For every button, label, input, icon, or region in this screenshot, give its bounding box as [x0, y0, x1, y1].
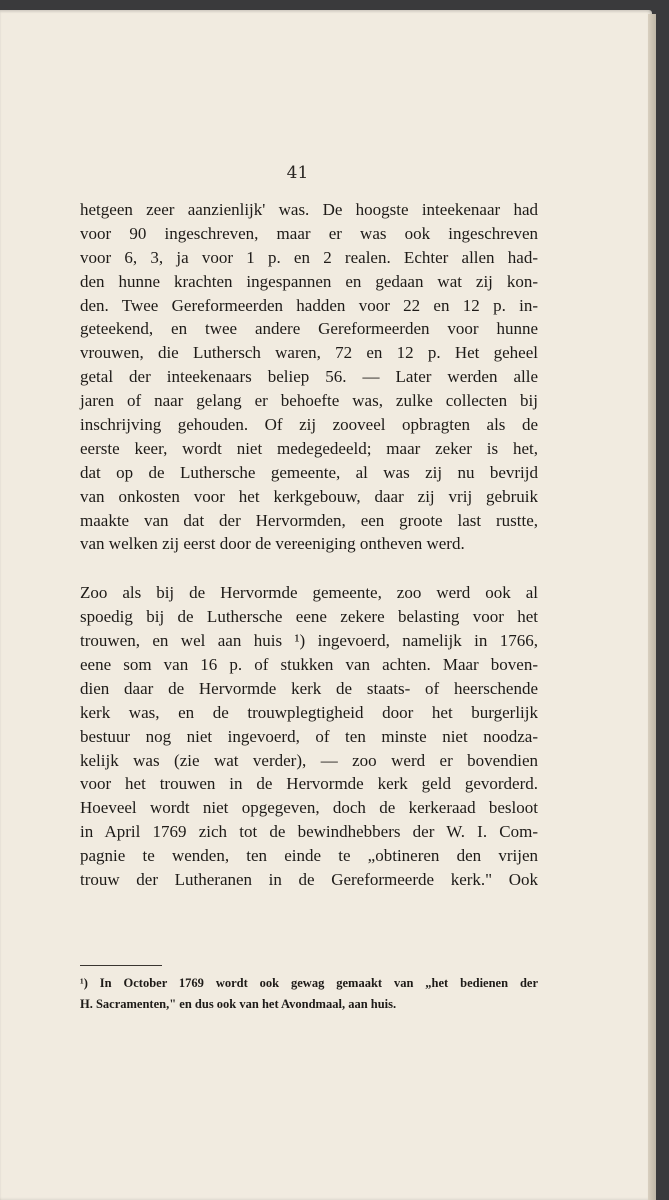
paragraph-2: [80, 581, 538, 892]
text-line: geteekend, en twee andere Gereformeerden voor hunne: [80, 319, 538, 339]
text-line: Zoo als bij de Hervormde gemeente, zoo werd ook al: [80, 583, 538, 603]
page-edge: [648, 14, 656, 1200]
body-text: [80, 198, 538, 892]
text-line: voor 6, 3, ja voor 1 p. en 2 realen. Echter allen had-: [80, 247, 538, 267]
text-line: trouwen, en wel aan huis ¹) ingevoerd, namelijk in 1766,: [80, 631, 538, 651]
text-line: hetgeen zeer aanzienlijk' was. De hoogste inteekenaar had: [80, 200, 538, 219]
text-line: eene som van 16 p. of stukken van achten. Maar boven-: [80, 655, 538, 675]
text-line: kerk was, en de trouwplegtigheid door het burgerlijk: [80, 702, 538, 722]
text-line: voor 90 ingeschreven, maar er was ook ingeschreven: [80, 223, 538, 243]
page-number: 41: [286, 163, 309, 183]
text-line: den. Twee Gereformeerden hadden voor 22 en 12 p. in-: [80, 295, 538, 315]
text-line: pagnie te wenden, ten einde te „obtineren den vrijen: [80, 846, 538, 866]
text-line: van welken zij eerst door de vereeniging ontheven werd.: [80, 534, 465, 554]
text-line: bestuur nog niet ingevoerd, of ten minste niet noodza-: [80, 726, 538, 746]
text-line: inschrijving gehouden. Of zij zooveel opbragten als de: [80, 415, 538, 435]
text-line: spoedig bij de Luthersche eene zekere belasting voor het: [80, 607, 538, 627]
text-line: vrouwen, die Luthersch waren, 72 en 12 p. Het geheel: [80, 343, 538, 363]
text-line: Hoeveel wordt niet opgegeven, doch de kerkeraad besloot: [80, 798, 538, 818]
footnote-rule: [80, 965, 162, 966]
paragraph-gap: [80, 556, 538, 581]
text-line: in April 1769 zich tot de bewindhebbers der W. I. Com-: [80, 822, 538, 842]
text-line: maakte van dat der Hervormden, een groote last rustte,: [80, 510, 538, 530]
text-line: dat op de Luthersche gemeente, al was zij nu bevrijd: [80, 462, 538, 482]
text-line: getal der inteekenaars beliep 56. — Later werden alle: [80, 367, 538, 387]
text-line: trouw der Lutheranen in de Gereformeerde kerk." Ook: [80, 870, 538, 890]
text-line: eerste keer, wordt niet medegedeeld; maar zeker is het,: [80, 438, 538, 458]
text-line: jaren of naar gelang er behoefte was, zulke collecten bij: [80, 391, 538, 411]
text-line: kelijk was (zie wat verder), — zoo werd er bovendien: [80, 750, 538, 770]
text-line: den hunne krachten ingespannen en gedaan wat zij kon-: [80, 271, 538, 291]
text-line: voor het trouwen in de Hervormde kerk geld gevorderd.: [80, 774, 538, 794]
text-line: dien daar de Hervormde kerk de staats- of heerschende: [80, 678, 538, 698]
text-line: van onkosten voor het kerkgebouw, daar zij vrij gebruik: [80, 486, 538, 506]
footnote: [80, 973, 538, 1015]
footnote-line: H. Sacramenten," en dus ook van het Avondmaal, aan huis.: [80, 997, 397, 1011]
paragraph-1: [80, 198, 538, 556]
footnote-line: ¹) In October 1769 wordt ook gewag gemaakt van „het bedienen der: [80, 976, 538, 990]
